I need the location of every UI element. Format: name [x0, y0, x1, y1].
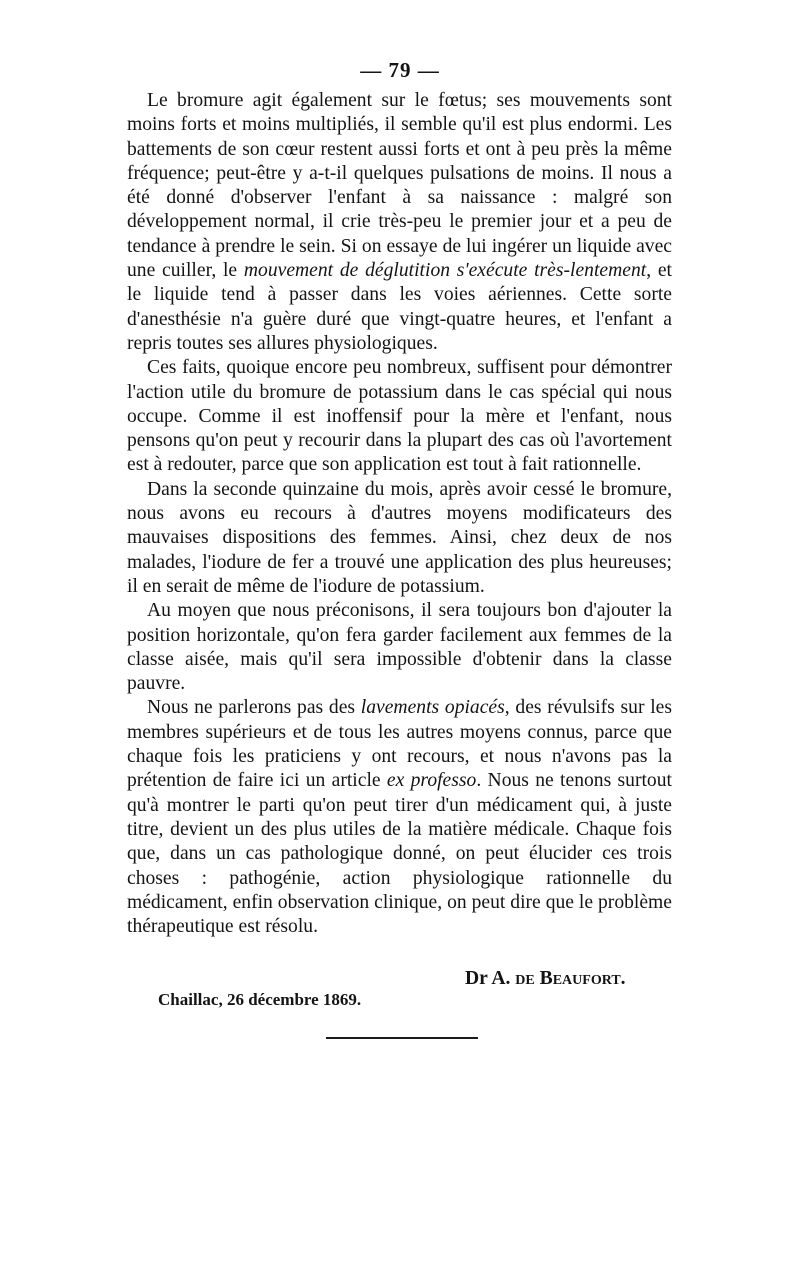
author-title: Dr	[465, 968, 488, 989]
paragraph	[127, 356, 672, 477]
italic-phrase: mouvement de déglutition s'exécute très-lentement	[243, 260, 647, 282]
text-run: , des révulsifs sur les membres supérieurs et de tous les autres moyens connus, parce que chaque fois les praticiens y ont recours, et nous n'avons pas la prétention de faire ici un article	[127, 697, 672, 792]
italic-phrase: lavements opiacés	[360, 697, 505, 719]
author-initial: A.	[491, 968, 511, 989]
text-run: Dans la seconde quinzaine du mois, après avoir cessé le bromure, nous avons eu recours à d'autres moyens modificateurs des mauvaises dispositions des femmes. Ainsi, chez deux de nos malades, l'iodure de fer a trouvé une application des plus heureuses; il en serait de même de l'iodure de potassium.	[127, 478, 672, 597]
place-and-date: Chaillac, 26 décembre 1869.	[158, 990, 362, 1009]
end-rule	[326, 1037, 478, 1039]
paragraph	[127, 478, 672, 599]
author-name: de Beaufort.	[515, 968, 626, 989]
article-body	[127, 89, 672, 939]
author-signature	[465, 968, 626, 990]
text-run: Nous ne parlerons pas des	[147, 697, 361, 719]
page-number: — 79 —	[360, 58, 440, 82]
text-run: , et le liquide tend à passer dans les voies aériennes. Cette sorte d'anesthésie n'a guère duré que vingt-quatre heures, et l'enfant a repris toutes ses allures physiologiques.	[127, 260, 672, 354]
paragraph	[127, 696, 672, 939]
text-run: Le bromure agit également sur le fœtus; ses mouvements sont moins forts et moins multipliés, il semble qu'il est plus endormi. Les battements de son cœur restent aussi forts et ont à peu près la même fréquence; peut-être y a-t-il quelques pulsations de moins. Il nous a été donné d'observer l'enfant à sa naissance : malgré son développement normal, il crie très-peu le premier jour et a peu de tendance à prendre le sein. Si on essaye de lui ingérer un liquide avec une cuiller, le	[127, 90, 672, 282]
text-run: Ces faits, quoique encore peu nombreux, suffisent pour démontrer l'action utile du bromure de potassium dans le cas spécial qui nous occupe. Comme il est inoffensif pour la mère et l'enfant, nous pensons qu'on peut y recourir dans la plupart des cas où l'avortement est à redouter, parce que son application est tout à fait rationnelle.	[127, 357, 672, 476]
text-run: Au moyen que nous préconisons, il sera toujours bon d'ajouter la position horizontale, qu'on fera garder facilement aux femmes de la classe aisée, mais qu'il sera impossible d'obtenir dans la classe pauvre.	[127, 600, 672, 695]
text-run: . Nous ne tenons surtout qu'à montrer le parti qu'on peut tirer d'un médicament qui, à juste titre, devient un des plus utiles de la matière médicale. Chaque fois que, dans un cas pathologique donné, on peut élucider ces trois choses : pathogénie, action physiologique rationnelle du médicament, enfin observation clinique, on peut dire que le problème thérapeutique est résolu.	[127, 770, 672, 938]
italic-phrase: ex professo	[386, 770, 477, 792]
paragraph	[127, 599, 672, 696]
paragraph	[127, 89, 672, 356]
